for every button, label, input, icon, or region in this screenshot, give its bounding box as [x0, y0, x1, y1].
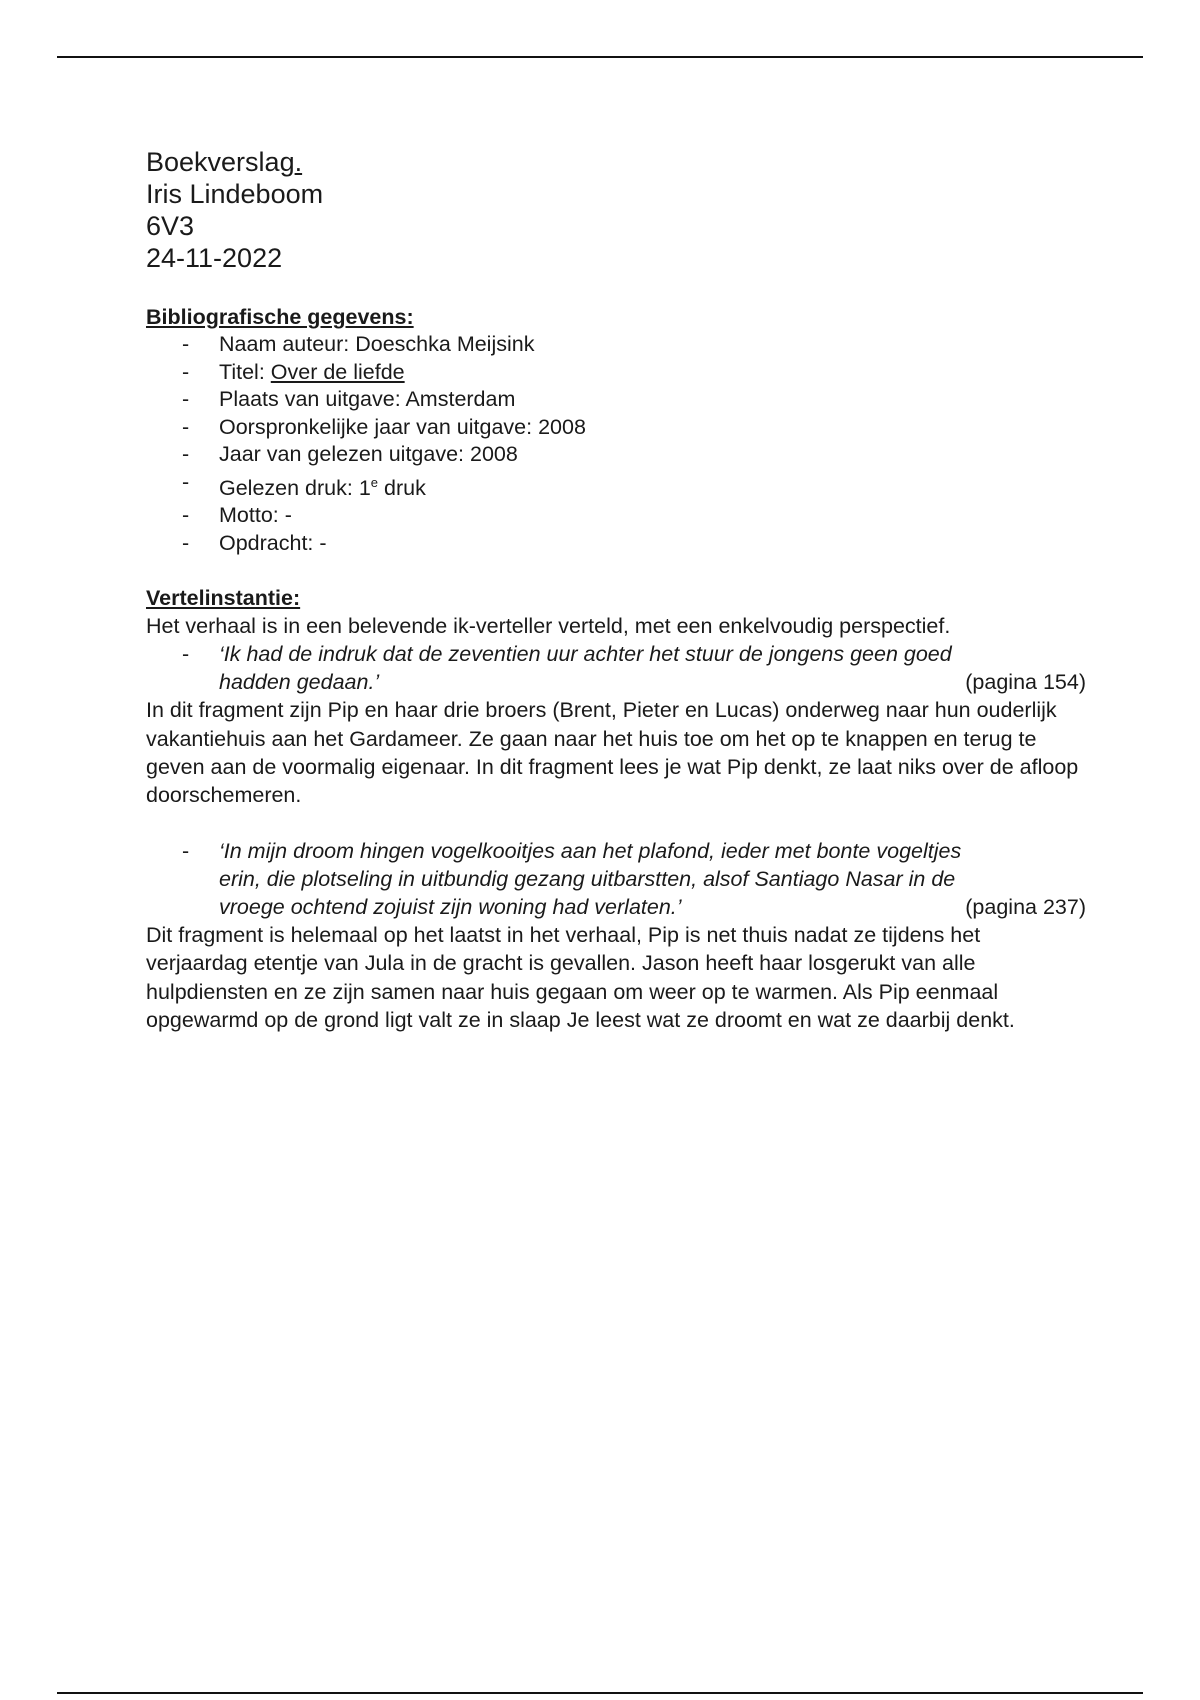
list-item: - Plaats van uitgave: Amsterdam	[182, 387, 516, 411]
quote-line: ‘Ik had de indruk dat de zeventien uur achter het stuur de jongens geen goed	[219, 642, 952, 667]
document-page	[146, 146, 1086, 1062]
document-header	[146, 146, 1086, 274]
list-item: - Naam auteur: Doeschka Meijsink	[182, 332, 535, 356]
quote-line: ‘In mijn droom hingen vogelkooitjes aan het plafond, ieder met bonte vogeltjes	[219, 839, 962, 864]
narration-heading: Vertelinstantie:	[146, 586, 301, 611]
quote-line: vroege ochtend zojuist zijn woning had verlaten.’	[219, 895, 682, 920]
list-item: - Motto: -	[182, 503, 292, 528]
list-item: - Opdracht: -	[182, 530, 327, 555]
list-item: - Gelezen druk: 1e druk	[182, 469, 426, 500]
list-item: - Oorspronkelijke jaar van uitgave: 2008	[182, 414, 586, 439]
book-title: Over de liefde	[270, 359, 405, 384]
student-class: 6V3	[146, 211, 195, 241]
list-item: - Jaar van gelezen uitgave: 2008	[182, 442, 518, 466]
title-underlined-period: .	[294, 147, 303, 177]
top-rule	[57, 56, 1143, 58]
student-name: Iris Lindeboom	[146, 179, 324, 209]
bottom-rule	[57, 1692, 1143, 1694]
bibliography-list	[146, 331, 1086, 557]
narration-section	[146, 585, 1086, 1034]
narration-intro: Het verhaal is in een belevende ik-verteller verteld, met een enkelvoudig perspectief.	[146, 614, 951, 639]
page-reference: (pagina 154)	[965, 670, 1086, 695]
quote-line: erin, die plotseling in uitbundig gezang uitbarstten, alsof Santiago Nasar in de	[219, 867, 956, 892]
fragment-1-explanation: In dit fragment zijn Pip en haar drie broers (Brent, Pieter en Lucas) onderweg naar hun ouderlijk vakantiehuis aan het Gardameer. Ze gaan naar het huis toe om het op te knappen en terug te geven aan de voormalig eigenaar. In dit fragment lees je wat Pip denkt, ze laat niks over de afloop doorschemeren.	[146, 698, 1079, 807]
page-reference: (pagina 237)	[965, 895, 1086, 920]
bibliography-section	[146, 304, 1086, 557]
quote-fragment-1: - ‘Ik had de indruk dat de zeventien uur achter het stuur de jongens geen goed (pagina 154) hadden gedaan.’	[182, 642, 1086, 695]
fragment-2-explanation: Dit fragment is helemaal op het laatst in het verhaal, Pip is net thuis nadat ze tijdens het verjaardag etentje van Jula in de gracht is gevallen. Jason heeft haar losgerukt van alle hulpdiensten en ze zijn samen naar huis gegaan om weer op te warmen. Als Pip eenmaal opgewarmd op de grond ligt valt ze in slaap Je leest wat ze droomt en wat ze daarbij denkt.	[146, 923, 1015, 1032]
bibliography-heading: Bibliografische gegevens:	[146, 305, 414, 329]
quote-line: hadden gedaan.’	[219, 670, 380, 695]
document-title: Boekverslag.	[146, 147, 303, 177]
report-date: 24-11-2022	[146, 243, 283, 273]
list-item: - Titel: Over de liefde	[182, 359, 405, 384]
quote-fragment-2: - ‘In mijn droom hingen vogelkooitjes aan het plafond, ieder met bonte vogeltjes erin, die plotseling in uitbundig gezang uitbarstten, alsof Santiago Nasar in de (pagina 237) vroege ochtend zojuist zijn woning had verlaten.’	[182, 839, 1086, 920]
